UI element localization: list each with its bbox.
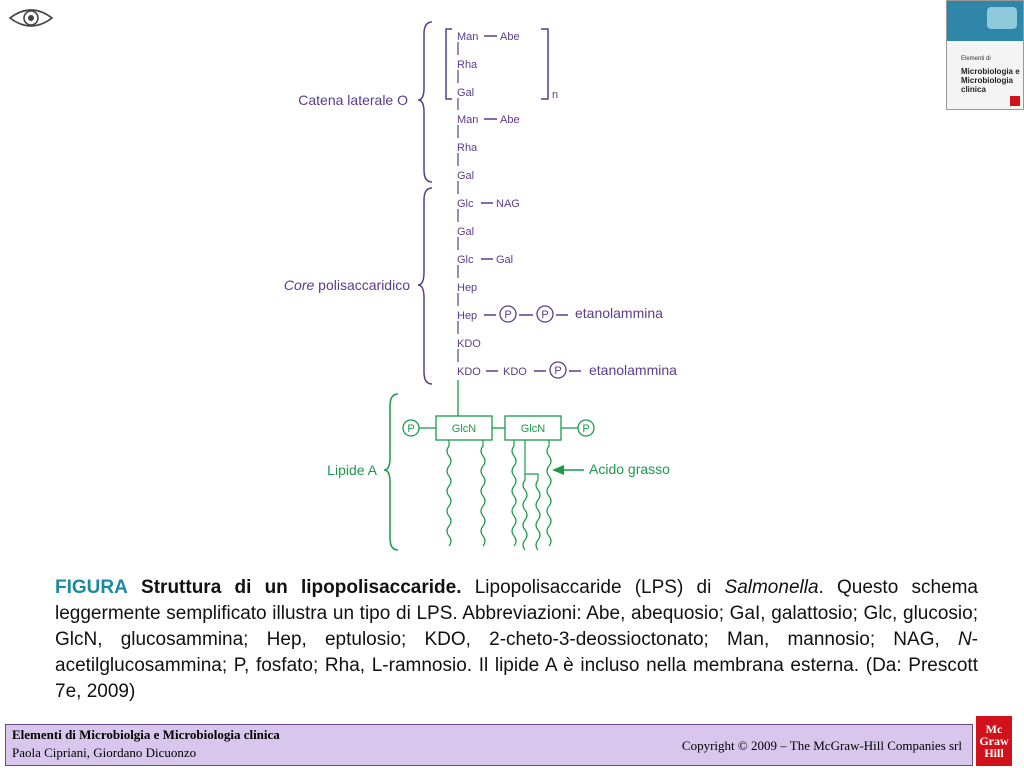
residue-glc-1: Glc <box>457 198 474 210</box>
core-label <box>284 277 410 293</box>
svg-text:GlcN: GlcN <box>451 423 477 435</box>
phosphate-kdo <box>550 362 566 378</box>
glcn-box-1 <box>436 416 492 440</box>
svg-text:P: P <box>541 309 549 321</box>
branch-gal: Gal <box>496 254 514 266</box>
footer-copyright: Copyright © 2009 – The McGraw-Hill Companies srl <box>681 738 962 753</box>
etanolammina-label-1: etanolammina <box>575 305 663 321</box>
svg-text:GlcN: GlcN <box>520 423 546 435</box>
catena-brace <box>418 22 432 182</box>
phosphate-hep-2 <box>537 306 553 322</box>
residue-hep-1: Hep <box>457 282 478 294</box>
logo-line-3: Hill <box>984 746 1004 760</box>
glcn-box-2 <box>505 416 561 440</box>
branch-kdo: KDO <box>503 366 527 378</box>
svg-text:P: P <box>407 423 415 435</box>
book-title: Microbiologia e Microbiologia clinica <box>961 67 1020 94</box>
residue-kdo-2: KDO <box>457 366 481 378</box>
residue-gal-3: Gal <box>457 226 475 238</box>
caption-lead: FIGURA <box>55 577 128 598</box>
branch-abe-1: Abe <box>500 31 520 43</box>
repeat-bracket-right <box>541 29 548 99</box>
core-label-rest: polisaccaridico <box>314 277 410 293</box>
core-brace <box>418 188 432 384</box>
residue-glc-2: Glc <box>457 254 474 266</box>
logo-line-2: Graw <box>979 734 1009 748</box>
acido-grasso-label: Acido grasso <box>589 461 670 477</box>
core-label-italic: Core <box>283 277 315 293</box>
caption-text-3: -acetilglucosammina; P, fosfato; Rha, L-ramnosio. Il lipide A è incluso nella membrana esterna. (Da: Prescott 7e, 2009) <box>55 629 978 702</box>
book-series-label: Elementi di <box>961 56 991 62</box>
residue-rha-1: Rha <box>457 59 478 71</box>
etanolammina-label-2: etanolammina <box>589 362 677 378</box>
logo-line-1: Mc <box>985 722 1003 736</box>
lipide-brace <box>384 394 398 550</box>
branch-abe-2: Abe <box>500 114 520 126</box>
book-publisher-logo <box>1010 96 1020 106</box>
residue-gal-1: Gal <box>457 87 475 99</box>
svg-text:P: P <box>504 309 512 321</box>
residue-kdo-1: KDO <box>457 338 481 350</box>
footer-bar <box>5 724 973 766</box>
residue-rha-2: Rha <box>457 142 478 154</box>
phosphate-hep-1 <box>500 306 516 322</box>
svg-text:P: P <box>582 423 590 435</box>
acido-grasso-arrow <box>552 465 584 475</box>
repeat-bracket-left <box>446 29 452 99</box>
caption-text-1: Lipopolisaccaride (LPS) di <box>461 577 725 598</box>
branch-nag: NAG <box>496 198 520 210</box>
residue-man-2: Man <box>457 114 479 126</box>
footer-authors: Paola Cipriani, Giordano Dicuonzo <box>12 745 197 760</box>
lipide-label: Lipide A <box>327 462 377 478</box>
caption-n-italic: N <box>957 629 972 650</box>
residue-gal-2: Gal <box>457 170 475 182</box>
caption-text-2: . Questo schema leggermente semplificato illustra un tipo di LPS. Abbreviazioni: Abe, abequosio; GaI, galattosio; Glc, glucosio; GlcN, glucosammina; Hep, eptulosio; KDO, 2-cheto-3-deossioctonato; Man, mannosio; NAG, <box>55 577 979 650</box>
phosphate-lipid-right <box>578 420 594 436</box>
caption-organism: Salmonella <box>724 577 819 598</box>
svg-text:P: P <box>554 365 562 377</box>
book-cover-thumbnail <box>946 0 1024 110</box>
book-cover-image <box>987 7 1017 29</box>
residue-man-1: Man <box>457 31 479 43</box>
figure-caption <box>55 575 978 705</box>
mcgraw-hill-logo <box>976 716 1012 766</box>
fatty-acid-chains <box>447 440 551 550</box>
catena-label: Catena laterale O <box>298 92 408 108</box>
residue-hep-2: Hep <box>457 310 478 322</box>
repeat-n-label: n <box>552 89 559 101</box>
eye-icon[interactable] <box>10 10 52 26</box>
caption-title: Struttura di un lipopolisaccaride. <box>141 577 462 598</box>
footer-course: Elementi di Microbiolgia e Microbiologia clinica <box>12 727 280 742</box>
phosphate-lipid-left <box>403 420 419 436</box>
